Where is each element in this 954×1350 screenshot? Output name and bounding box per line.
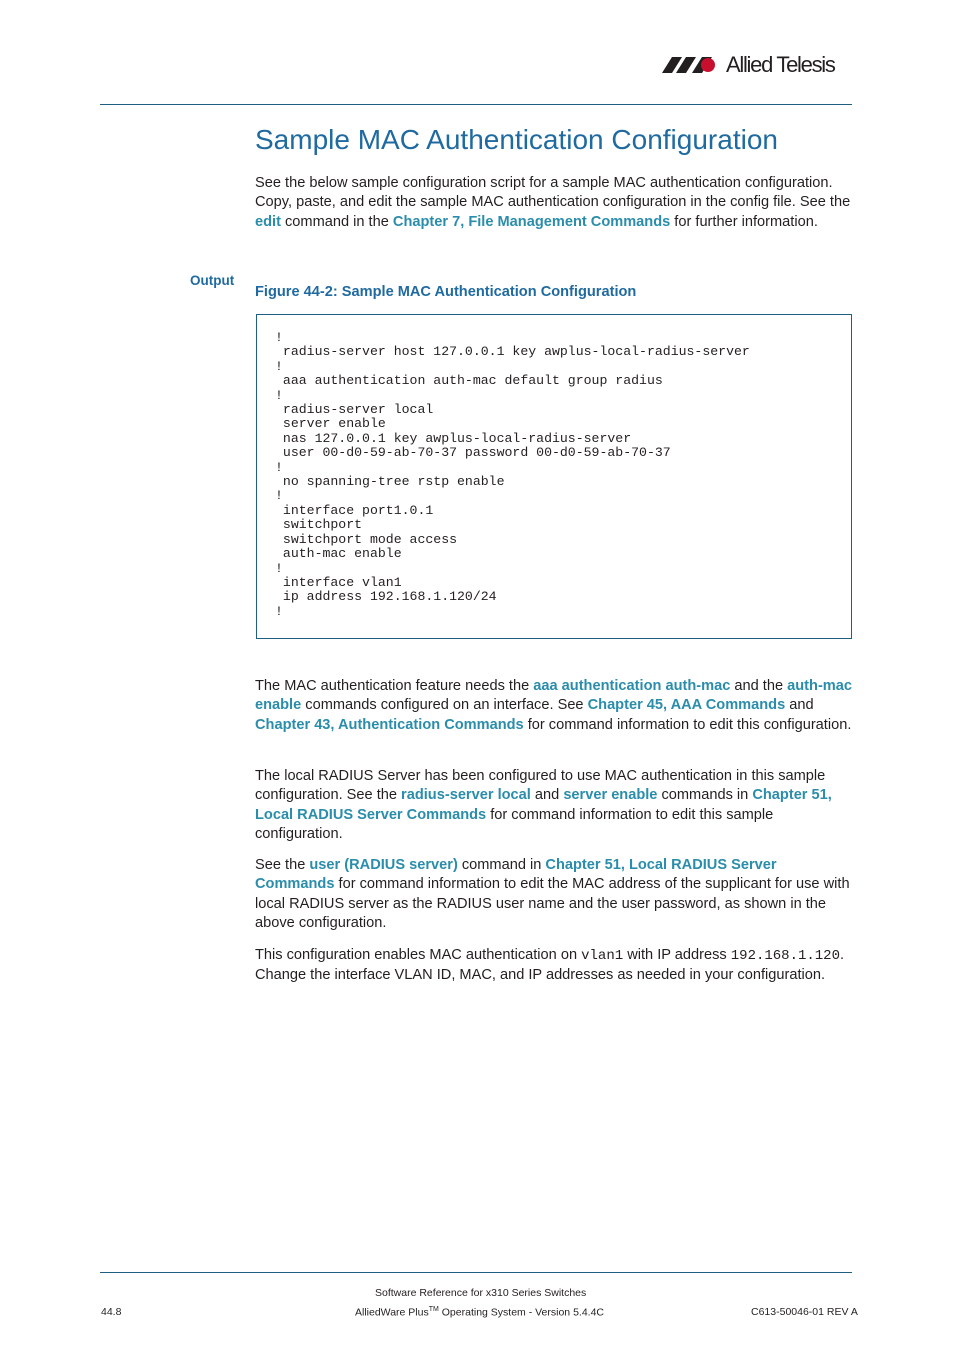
text: See the below sample configuration script for a sample MAC authentication configuration. Copy, paste, and edit the sample MAC authentication configuration in the config file. See the xyxy=(255,175,851,211)
product-name: AlliedWare Plus xyxy=(355,1306,429,1319)
intro-paragraph xyxy=(255,174,855,232)
code-line: ! xyxy=(275,358,283,374)
code-line: ! xyxy=(275,603,283,619)
radius-server-local-link[interactable]: radius-server local xyxy=(401,787,531,804)
code-line: interface port1.0.1 xyxy=(275,502,434,518)
paragraph-mac-auth-feature xyxy=(255,677,855,735)
text: commands in xyxy=(657,787,753,804)
code-line: server enable xyxy=(275,416,386,432)
footer-product xyxy=(355,1306,604,1319)
text: for command information to edit this configuration. xyxy=(523,716,852,733)
page-number: 44.8 xyxy=(101,1306,122,1318)
logo-mark-icon xyxy=(662,55,722,75)
code-line: auth-mac enable xyxy=(275,546,402,562)
text: The MAC authentication feature needs the xyxy=(255,678,534,694)
chapter-43-link[interactable]: Chapter 43, Authentication Commands xyxy=(255,716,524,733)
os-version: Operating System - Version 5.4.4C xyxy=(438,1306,605,1319)
text: command in xyxy=(457,857,546,873)
text: command in the xyxy=(280,213,393,230)
code-line: nas 127.0.0.1 key awplus-local-radius-server xyxy=(275,430,632,446)
doc-reference: C613-50046-01 REV A xyxy=(751,1306,858,1318)
auth-mac-enable-link[interactable]: auth-mac enable xyxy=(255,678,853,714)
text: for further information. xyxy=(670,213,818,230)
text: for command information to edit this sample configuration. xyxy=(255,806,774,842)
text: commands configured on an interface. See xyxy=(301,697,588,714)
text: . Change the interface VLAN ID, MAC, and IP addresses as needed in your configuration. xyxy=(255,947,845,984)
chapter-51-link[interactable]: Chapter 51, Local RADIUS Server Commands xyxy=(255,787,832,823)
code-line: interface vlan1 xyxy=(275,574,402,590)
vlan-code: vlan1 xyxy=(581,948,624,964)
paragraph-local-radius xyxy=(255,767,855,844)
code-line: ip address 192.168.1.120/24 xyxy=(275,589,497,605)
ip-address-code: 192.168.1.120 xyxy=(730,948,840,964)
code-line: no spanning-tree rstp enable xyxy=(275,474,505,490)
config-code-block xyxy=(275,331,750,619)
edit-command-link[interactable]: edit xyxy=(255,213,281,230)
logo-text: Allied Telesis xyxy=(726,52,835,77)
text: with IP address xyxy=(623,947,731,963)
trademark: TM xyxy=(428,1306,439,1313)
chapter-7-link[interactable]: Chapter 7, File Management Commands xyxy=(392,213,671,230)
code-line: radius-server host 127.0.0.1 key awplus-local-radius-server xyxy=(275,344,750,360)
paragraph-user-radius xyxy=(255,856,855,933)
code-line: ! xyxy=(275,459,283,475)
code-line: user 00-d0-59-ab-70-37 password 00-d0-59-ab-70-37 xyxy=(275,445,671,461)
code-line: switchport xyxy=(275,517,363,533)
code-line: aaa authentication auth-mac default group radius xyxy=(275,373,663,389)
code-line: radius-server local xyxy=(275,402,434,418)
paragraph-vlan xyxy=(255,946,855,986)
code-line: ! xyxy=(275,560,283,576)
text: and xyxy=(785,697,814,714)
text: and the xyxy=(730,678,788,694)
user-radius-server-link[interactable]: user (RADIUS server) xyxy=(309,857,458,873)
side-heading-output: Output xyxy=(190,273,235,288)
section-title: Sample MAC Authentication Configuration xyxy=(255,124,778,155)
text: for command information to edit the MAC address of the supplicant for use with local RADIUS server as the RADIUS user name and the user password, as shown in the above configuration. xyxy=(255,876,850,931)
footer-rule xyxy=(100,1272,852,1273)
code-line: switchport mode access xyxy=(275,531,458,547)
server-enable-link[interactable]: server enable xyxy=(563,787,658,804)
code-line: ! xyxy=(275,387,283,403)
header-rule xyxy=(100,104,852,105)
text: See the xyxy=(255,857,310,873)
aaa-authentication-auth-mac-link[interactable]: aaa authentication auth-mac xyxy=(533,678,731,694)
figure-caption: Figure 44-2: Sample MAC Authentication Configuration xyxy=(255,284,637,300)
chapter-51-link[interactable]: Chapter 51, Local RADIUS Server Commands xyxy=(255,857,777,893)
footer-title: Software Reference for x310 Series Switches xyxy=(375,1287,587,1299)
allied-telesis-logo xyxy=(662,52,854,78)
text: The local RADIUS Server has been configured to use MAC authentication in this sample configuration. See the xyxy=(255,768,826,804)
code-line: ! xyxy=(275,488,283,504)
chapter-45-link[interactable]: Chapter 45, AAA Commands xyxy=(587,697,786,714)
code-line: ! xyxy=(275,330,283,345)
text: and xyxy=(530,787,564,804)
text: This configuration enables MAC authentication on xyxy=(255,947,582,963)
